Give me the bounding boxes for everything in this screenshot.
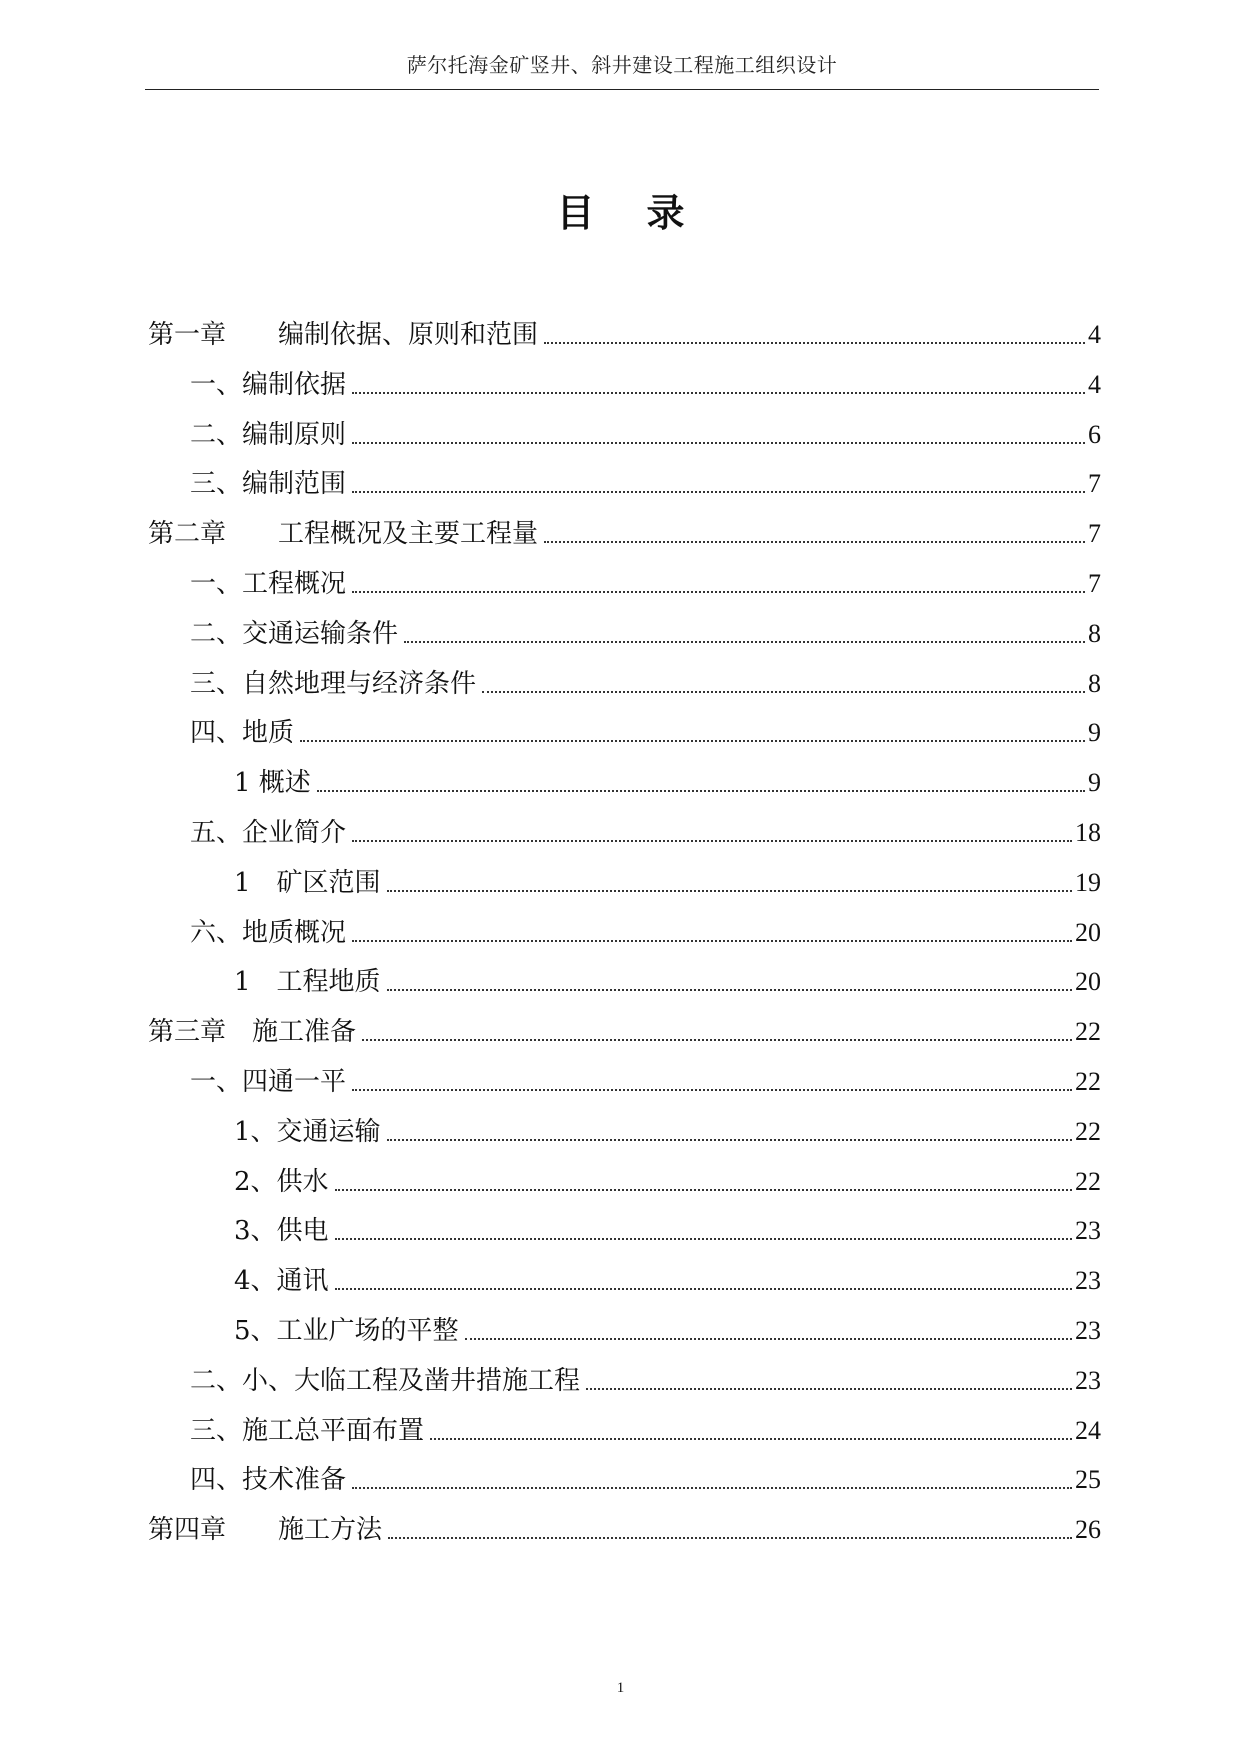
toc-dot-leader (387, 890, 1072, 892)
toc-entry-page: 23 (1075, 1266, 1101, 1295)
toc-entry[interactable] (190, 1358, 1101, 1398)
toc-entry-page: 26 (1075, 1515, 1101, 1544)
toc-entry-page: 25 (1075, 1465, 1101, 1494)
toc-entry-page: 6 (1088, 420, 1101, 449)
toc-entry[interactable] (148, 1009, 1101, 1049)
toc-entry[interactable] (234, 760, 1101, 800)
toc-entry-page: 23 (1075, 1216, 1101, 1245)
toc-entry-page: 9 (1088, 718, 1101, 747)
toc-dot-leader (465, 1338, 1072, 1340)
toc-entry-label: 1 工程地质 (234, 967, 381, 997)
header-title: 萨尔托海金矿竖井、斜井建设工程施工组织设计 (406, 53, 838, 77)
toc-entry-page: 4 (1088, 370, 1101, 399)
toc-entry-label: 3、供电 (234, 1216, 329, 1246)
toc-entry-page: 22 (1075, 1067, 1101, 1096)
toc-entry-label: 第一章 编制依据、原则和范围 (148, 320, 539, 350)
toc-entry-label: 四、技术准备 (190, 1465, 347, 1495)
toc-dot-leader (388, 1537, 1072, 1539)
toc-entry[interactable] (148, 1507, 1101, 1547)
toc-entry[interactable] (234, 959, 1101, 999)
toc-entry[interactable] (190, 661, 1101, 701)
toc-dot-leader (352, 940, 1072, 942)
toc-dot-leader (352, 1487, 1072, 1489)
toc-dot-leader (352, 442, 1085, 444)
toc-entry[interactable] (190, 461, 1101, 501)
toc-dot-leader (387, 989, 1072, 991)
toc-entry-label: 一、工程概况 (190, 569, 347, 599)
toc-dot-leader (362, 1039, 1072, 1041)
toc-dot-leader (335, 1288, 1072, 1290)
toc-dot-leader (317, 790, 1085, 792)
toc-entry-page: 7 (1088, 469, 1101, 498)
toc-entry[interactable] (234, 1109, 1101, 1149)
toc-entry-page: 4 (1088, 320, 1101, 349)
toc-dot-leader (352, 491, 1085, 493)
toc-dot-leader (352, 840, 1072, 842)
toc-entry-page: 22 (1075, 1017, 1101, 1046)
toc-entry[interactable] (190, 1408, 1101, 1448)
toc-entry[interactable] (234, 1208, 1101, 1248)
toc-entry-page: 20 (1075, 918, 1101, 947)
toc-entry-label: 四、地质 (190, 718, 295, 748)
toc-entry-page: 19 (1075, 868, 1101, 897)
toc-entry-page: 23 (1075, 1316, 1101, 1345)
toc-entry-label: 1、交通运输 (234, 1117, 381, 1147)
toc-entry[interactable] (148, 511, 1101, 551)
toc-entry[interactable] (190, 710, 1101, 750)
toc-entry[interactable] (190, 1059, 1101, 1099)
toc-entry-page: 24 (1075, 1416, 1101, 1445)
toc-entry[interactable] (190, 561, 1101, 601)
toc-entry-page: 7 (1088, 569, 1101, 598)
toc-dot-leader (352, 591, 1085, 593)
toc-entry[interactable] (190, 362, 1101, 402)
toc-entry-page: 9 (1088, 768, 1101, 797)
toc-entry-label: 1 矿区范围 (234, 868, 381, 898)
toc-entry-label: 二、交通运输条件 (190, 619, 399, 649)
toc-entry[interactable] (190, 810, 1101, 850)
toc-entry[interactable] (190, 412, 1101, 452)
toc-entry-page: 20 (1075, 967, 1101, 996)
toc-entry-label: 三、自然地理与经济条件 (190, 669, 477, 699)
toc-dot-leader (335, 1238, 1072, 1240)
toc-entry[interactable] (234, 1308, 1101, 1348)
toc-entry-label: 三、施工总平面布置 (190, 1416, 425, 1446)
toc-dot-leader (544, 342, 1085, 344)
toc-dot-leader (586, 1388, 1072, 1390)
toc-entry[interactable] (148, 312, 1101, 352)
toc-entry-label: 六、地质概况 (190, 918, 347, 948)
toc-entry-label: 二、编制原则 (190, 420, 347, 450)
toc-entry-label: 4、通讯 (234, 1266, 329, 1296)
toc-dot-leader (300, 740, 1085, 742)
toc-dot-leader (404, 641, 1085, 643)
toc-dot-leader (387, 1139, 1072, 1141)
page-number: 1 (616, 1680, 625, 1696)
toc-entry-page: 8 (1088, 619, 1101, 648)
toc-dot-leader (335, 1189, 1072, 1191)
title-char-2: 录 (646, 191, 685, 235)
toc-entry-label: 二、小、大临工程及凿井措施工程 (190, 1366, 581, 1396)
toc-entry[interactable] (234, 1159, 1101, 1199)
toc-entry-page: 8 (1088, 669, 1101, 698)
toc-dot-leader (482, 691, 1085, 693)
toc-entry-label: 一、四通一平 (190, 1067, 347, 1097)
toc-dot-leader (352, 392, 1085, 394)
toc-entry-page: 22 (1075, 1117, 1101, 1146)
toc-entry-label: 第三章 施工准备 (148, 1017, 357, 1047)
toc-entry-page: 7 (1088, 519, 1101, 548)
title-char-1: 目 (556, 191, 595, 235)
toc-entry-page: 18 (1075, 818, 1101, 847)
toc-dot-leader (544, 541, 1085, 543)
toc-entry-label: 2、供水 (234, 1167, 329, 1197)
toc-entry-label: 三、编制范围 (190, 469, 347, 499)
toc-entry-label: 5、工业广场的平整 (234, 1316, 459, 1346)
toc-entry[interactable] (190, 910, 1101, 950)
toc-entry[interactable] (190, 1457, 1101, 1497)
toc-entry-label: 五、企业简介 (190, 818, 347, 848)
toc-entry-page: 23 (1075, 1366, 1101, 1395)
toc-entry[interactable] (234, 1258, 1101, 1298)
toc-entry-label: 一、编制依据 (190, 370, 347, 400)
toc-dot-leader (430, 1438, 1072, 1440)
toc-entry-page: 22 (1075, 1167, 1101, 1196)
toc-entry[interactable] (190, 611, 1101, 651)
toc-dot-leader (352, 1089, 1072, 1091)
toc-entry-label: 1 概述 (234, 768, 311, 798)
toc-entry-label: 第四章 施工方法 (148, 1515, 383, 1545)
toc-entry-label: 第二章 工程概况及主要工程量 (148, 519, 539, 549)
toc-entry[interactable] (234, 860, 1101, 900)
